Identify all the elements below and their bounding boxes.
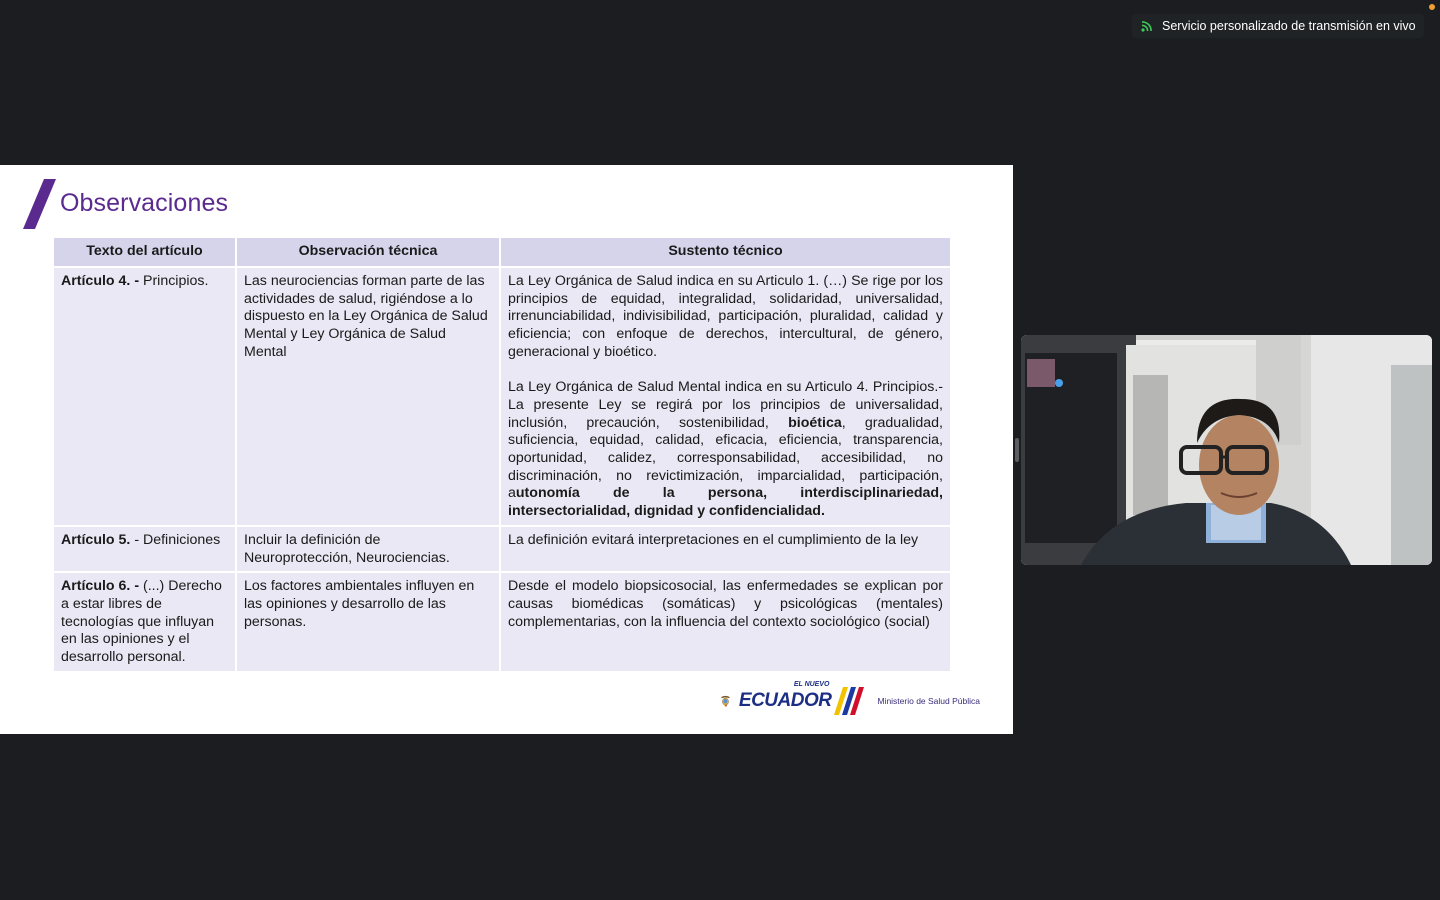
support-cell: La definición evitará interpretaciones en el cumplimiento de la ley (500, 526, 951, 572)
table-header-row (53, 237, 951, 267)
table-row (53, 526, 951, 572)
article-cell: Artículo 6. - (...) Derecho a estar libres de tecnologías que influyan en las opiniones y el desarrollo personal. (53, 572, 236, 672)
live-stream-badge[interactable] (1132, 14, 1424, 38)
recording-indicator-dot (1429, 4, 1435, 10)
header-article-text: Texto del artículo (53, 237, 236, 267)
article-cell: Artículo 4. - Principios. (53, 267, 236, 526)
ministry-name: Ministerio de Salud Pública (877, 696, 980, 706)
support-cell: La Ley Orgánica de Salud indica en su Articulo 1. (…) Se rige por los principios de equidad, integralidad, solidaridad, universalidad, irrenunciabilidad, indivisibilidad, participación, pluralidad, calidad y eficiencia; con enfoque de derechos, intercultural, de género, generacional y bioético. La Ley Orgánica de Salud Mental indica en su Articulo 4. Principios.- La presente Ley se regirá por los principios de universalidad, inclusión, precaución, sostenibilidad, bioética, gradualidad, suficiencia, equidad, calidad, eficacia, eficiencia, transparencia, oportunidad, calidez, corresponsabilidad, accesibilidad, no discriminación, no revictimización, imparcialidad, participación, autonomía de la persona, interdisciplinariedad, intersectorialidad, dignidad y confidencialidad. (500, 267, 951, 526)
flag-stripes-icon (833, 687, 867, 715)
live-stream-label: Servicio personalizado de transmisión en vivo (1162, 19, 1416, 33)
ecuador-wordmark: EL NUEVO ECUADOR (738, 681, 832, 711)
table-row (53, 267, 951, 526)
observation-cell: Incluir la definición de Neuroprotección, Neurociencias. (236, 526, 500, 572)
title-accent-slash (22, 178, 58, 230)
slide-footer-logos (720, 681, 980, 721)
header-technical-observation: Observación técnica (236, 237, 500, 267)
support-cell: Desde el modelo biopsicosocial, las enfermedades se explican por causas biomédicas (somáticas) y psicológicas (mentales) complementarias, con la influencia del contexto sociológico (social) (500, 572, 951, 672)
header-technical-support: Sustento técnico (500, 237, 951, 267)
table-row (53, 572, 951, 672)
article-cell: Artículo 5. - Definiciones (53, 526, 236, 572)
broadcast-icon (1140, 19, 1154, 33)
observation-cell: Las neurociencias forman parte de las actividades de salud, rigiéndose a lo dispuesto en la Ley Orgánica de Salud Mental y Ley Orgánica de Salud Mental (236, 267, 500, 526)
panel-resize-handle[interactable] (1015, 438, 1019, 462)
observation-cell: Los factores ambientales influyen en las opiniones y desarrollo de las personas. (236, 572, 500, 672)
coat-of-arms-icon (720, 682, 731, 720)
participant-video-icon (1021, 335, 1432, 565)
observations-table (52, 236, 952, 673)
slide-title: Observaciones (60, 189, 229, 217)
shared-presentation-slide (0, 165, 1013, 734)
participant-video-tile[interactable] (1021, 335, 1432, 565)
